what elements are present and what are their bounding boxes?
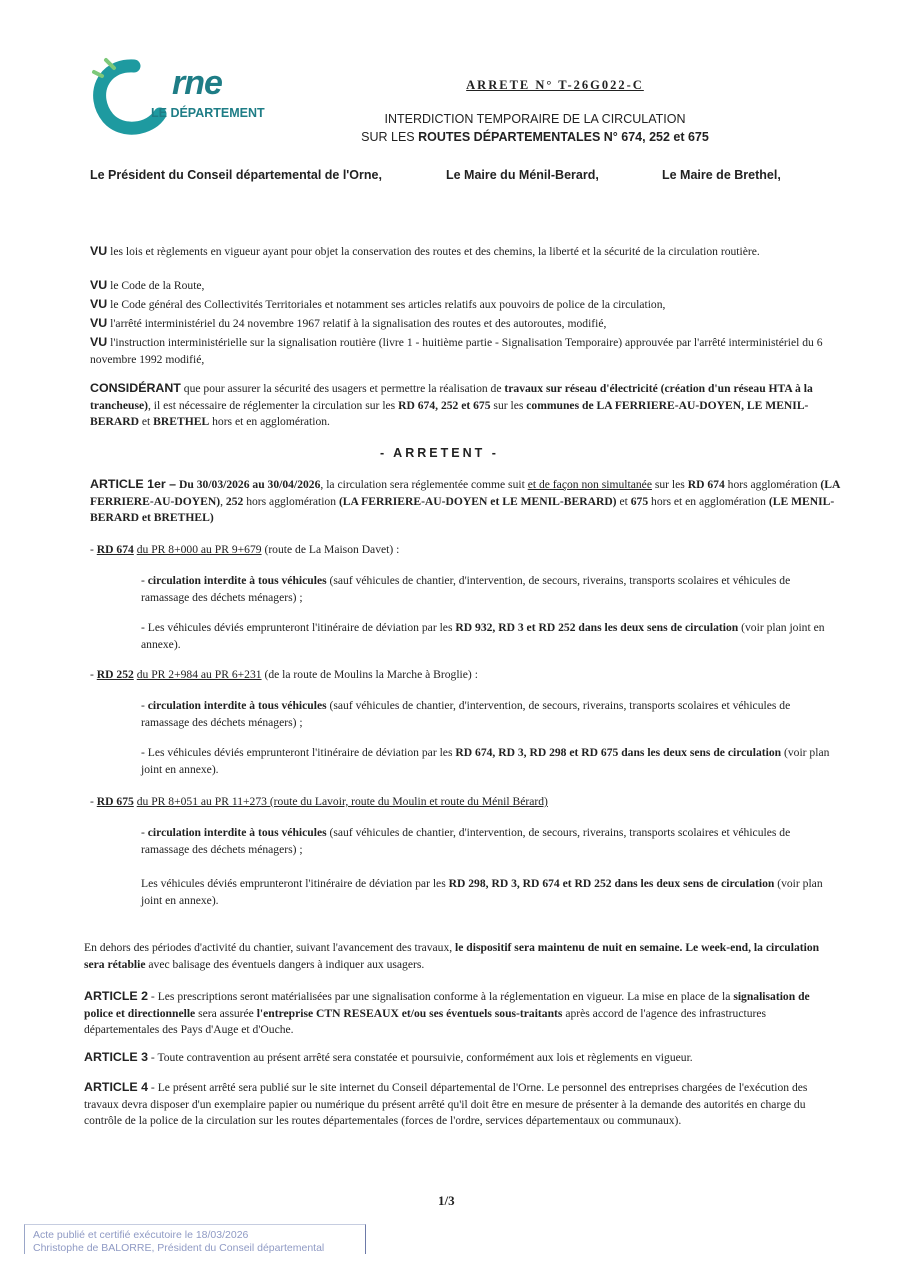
rd675-ban: - circulation interdite à tous véhicules (sauf véhicules de chantier, d'intervention, de secours, riverains, transports scolaires et véhicules de ramassage des déchets ménagers) ; <box>141 826 791 856</box>
text-run: - Le présent arrêté sera publié sur le site internet du Conseil départemental de l'Orne. Le personnel des entreprises chargées de l'exécution des travaux devra disposer d'un exemplaire papier ou numérique du présent arrêté qu'il doit être en mesure de présenter à la demande des autorités en charge du contrôle de la police de la circulation sur les routes départementales (forces de l'ordre, services départementaux ou communaux). <box>84 1081 808 1128</box>
text-run: et <box>138 415 154 429</box>
text-run: (voir plan joint en annexe). <box>141 746 830 776</box>
vu-label: VU <box>90 278 108 292</box>
title-line-2-prefix: SUR LES <box>361 130 419 144</box>
vu-label: VU <box>90 335 108 349</box>
considerant-label: CONSIDÉRANT <box>90 381 181 395</box>
text-run: sera assurée <box>195 1006 257 1020</box>
hors-periodes-paragraph <box>84 940 840 973</box>
title-line-1: INTERDICTION TEMPORAIRE DE LA CIRCULATION <box>384 112 686 126</box>
text-run-bold: RD 674 <box>687 478 725 491</box>
rd252-desc: (de la route de Moulins la Marche à Broglie) : <box>261 668 478 681</box>
signer-maire-menil-berard: Le Maire du Ménil-Berard, <box>446 168 599 182</box>
vu-text: le Code de la Route, <box>110 279 205 292</box>
text-run-bold: 252 <box>225 494 244 508</box>
article-2-paragraph <box>84 988 840 1039</box>
text-run: (sauf véhicules de chantier, d'intervention, de secours, riverains, transports scolaires et véhicules de ramassage des déchets ménagers) ; <box>141 699 791 729</box>
rd674-pr: du PR 8+000 au PR 9+679 <box>136 543 262 556</box>
rd674-heading: - RD 674 du PR 8+000 au PR 9+679 (route de La Maison Davet) : <box>90 543 400 556</box>
vu-text: l'instruction interministérielle sur la signalisation routière (livre 1 - huitième partie - Signalisation Temporaire) approuvée par l'arrêté interministériel du 6 novembre 1992 modifié, <box>90 336 823 366</box>
rd252-deviation <box>141 745 841 778</box>
text-run: , la circulation sera réglementée comme suit <box>320 478 528 491</box>
page-number: 1/3 <box>438 1193 455 1208</box>
arretent-heading: - ARRETENT - <box>380 446 499 460</box>
text-run: hors et en agglomération <box>648 494 769 508</box>
text-run-bold: RD 932, RD 3 et RD 252 dans les deux sens de circulation <box>455 621 739 634</box>
vu-text: l'arrêté interministériel du 24 novembre 1967 relatif à la signalisation des routes et des autoroutes, modifié, <box>110 317 607 330</box>
article-3-label: ARTICLE 3 <box>84 1050 149 1064</box>
text-run-bold: (LA FERRIERE-AU-DOYEN) <box>90 478 840 508</box>
stamp-line-2: Christophe de BALORRE, Président du Conseil départemental <box>33 1242 325 1254</box>
considerant-paragraph <box>90 380 840 431</box>
text-run: - Les prescriptions seront matérialisées par une signalisation conforme à la réglementation en vigueur. La mise en place de la <box>148 990 734 1003</box>
text-run-bold: l'entreprise CTN RESEAUX et/ou ses éventuels sous-traitants <box>256 1006 563 1020</box>
text-run-bold: le dispositif sera maintenu de nuit en semaine. Le week-end, la circulation sera rétablie <box>84 941 820 971</box>
arrete-number: ARRETE N° T-26G022-C <box>466 78 644 92</box>
text-run-bold: signalisation de police et directionnelle <box>84 990 810 1020</box>
title-line-2-roads: ROUTES DÉPARTEMENTALES N° 674, 252 et 675 <box>418 130 709 144</box>
vu-paragraph-4 <box>90 315 840 333</box>
text-run: Les véhicules déviés emprunteront l'itinéraire de déviation par les <box>141 877 449 890</box>
text-run: - Les véhicules déviés emprunteront l'itinéraire de déviation par les <box>141 746 456 759</box>
rd674-road: RD 674 <box>96 543 134 556</box>
rd675-road: RD 675 <box>96 795 134 808</box>
text-run-bold: RD 298, RD 3, RD 674 et RD 252 dans les deux sens de circulation <box>448 877 775 890</box>
rd252-road: RD 252 <box>96 668 134 681</box>
text-run-bold: RD 674, 252 et 675 <box>398 398 491 412</box>
vu-label: VU <box>90 244 108 258</box>
vu-paragraph-5 <box>90 334 840 368</box>
text-run: , <box>220 494 226 508</box>
article-4-paragraph <box>84 1079 840 1130</box>
text-run-bold: 675 <box>630 494 649 508</box>
text-run-underlined: et de façon non simultanée <box>527 478 652 491</box>
text-run-bold: (LA FERRIERE-AU-DOYEN et LE MENIL-BERARD) <box>338 494 617 508</box>
text-run: (sauf véhicules de chantier, d'intervention, de secours, riverains, transports scolaires et véhicules de ramassage des déchets ménagers) ; <box>141 826 791 856</box>
text-run-bold: circulation interdite à tous véhicules <box>147 574 327 587</box>
rd675-pr: du PR 8+051 au PR 11+273 (route du Lavoir, route du Moulin et route du Ménil Bérard) <box>136 795 548 808</box>
text-run: avec balisage des éventuels dangers à indiquer aux usagers. <box>145 957 425 971</box>
text-run-bold: RD 674, RD 3, RD 298 et RD 675 dans les deux sens de circulation <box>455 746 782 759</box>
text-run-bold: travaux sur réseau d'électricité (création d'un réseau HTA à la trancheuse) <box>90 382 813 412</box>
text-run: et <box>616 494 631 508</box>
text-run: (sauf véhicules de chantier, d'intervention, de secours, riverains, transports scolaires et véhicules de ramassage des déchets ménagers) ; <box>141 574 791 604</box>
text-run-bold: communes de LA FERRIERE-AU-DOYEN, LE MENIL-BERARD <box>90 398 809 429</box>
vu-label: VU <box>90 316 108 330</box>
vu-paragraph-1 <box>90 243 840 261</box>
logo-department: LE DÉPARTEMENT <box>151 106 265 120</box>
text-run: sur les <box>651 478 688 491</box>
article-3-paragraph <box>84 1049 840 1067</box>
rd675-heading: - RD 675 du PR 8+051 au PR 11+273 (route du Lavoir, route du Moulin et route du Ménil Bérard) <box>90 795 548 808</box>
text-run-bold: (LE MENIL-BERARD et BRETHEL) <box>90 494 835 525</box>
logo-wordmark: rne <box>172 64 222 102</box>
article-4-label: ARTICLE 4 <box>84 1080 149 1094</box>
vu-label: VU <box>90 297 108 311</box>
text-run-bold: Du 30/03/2026 au 30/04/2026 <box>178 478 321 491</box>
rd674-ban: - circulation interdite à tous véhicules (sauf véhicules de chantier, d'intervention, de secours, riverains, transports scolaires et véhicules de ramassage des déchets ménagers) ; <box>141 574 791 604</box>
text-run: - Toute contravention au présent arrêté sera constatée et poursuivie, conformément aux lois et règlements en vigueur. <box>148 1051 693 1064</box>
signer-maire-brethel: Le Maire de Brethel, <box>662 168 781 182</box>
rd252-ban: - circulation interdite à tous véhicules (sauf véhicules de chantier, d'intervention, de secours, riverains, transports scolaires et véhicules de ramassage des déchets ménagers) ; <box>141 699 791 729</box>
text-run: (voir plan joint en annexe). <box>141 877 823 907</box>
text-run: hors et en agglomération. <box>209 415 330 429</box>
text-run: hors agglomération <box>724 478 821 491</box>
text-run-bold: circulation interdite à tous véhicules <box>147 826 327 839</box>
text-run: sur les <box>490 398 527 412</box>
vu-text: les lois et règlements en vigueur ayant pour objet la conservation des routes et des chemins, la liberté et la sécurité de la circulation routière. <box>110 245 760 258</box>
rd674-desc: (route de La Maison Davet) : <box>261 543 400 556</box>
text-run: après accord de l'agence des infrastructures départementales des Pays d'Auge et d'Ouche. <box>84 1006 767 1037</box>
signer-president: Le Président du Conseil départemental de l'Orne, <box>90 168 382 182</box>
vu-text: le Code général des Collectivités Territoriales et notamment ses articles relatifs aux pouvoirs de police de la circulation, <box>110 298 666 311</box>
text-run: En dehors des périodes d'activité du chantier, suivant l'avancement des travaux, <box>84 941 456 954</box>
title-line-2 <box>330 130 740 144</box>
rd252-pr: du PR 2+984 au PR 6+231 <box>136 668 262 681</box>
article-1-paragraph <box>90 476 840 527</box>
text-run: (voir plan joint en annexe). <box>141 621 825 651</box>
article-1-label: ARTICLE 1er – <box>90 477 177 491</box>
text-run: , il est nécessaire de réglementer la circulation sur les <box>147 398 399 412</box>
rd675-deviation <box>141 876 841 909</box>
publication-stamp <box>24 1224 366 1254</box>
text-run: - Les véhicules déviés emprunteront l'itinéraire de déviation par les <box>141 621 456 634</box>
text-run-bold: circulation interdite à tous véhicules <box>147 699 327 712</box>
text-run: que pour assurer la sécurité des usagers et permettre la réalisation de <box>180 382 505 395</box>
article-2-label: ARTICLE 2 <box>84 989 149 1003</box>
rd252-heading: - RD 252 du PR 2+984 au PR 6+231 (de la route de Moulins la Marche à Broglie) : <box>90 668 478 681</box>
vu-paragraph-2 <box>90 277 840 295</box>
vu-paragraph-3 <box>90 296 840 314</box>
stamp-line-1: Acte publié et certifié exécutoire le 18/03/2026 <box>33 1229 249 1241</box>
text-run-bold: BRETHEL <box>153 415 210 429</box>
rd674-deviation <box>141 620 841 653</box>
text-run: hors agglomération <box>243 494 339 508</box>
